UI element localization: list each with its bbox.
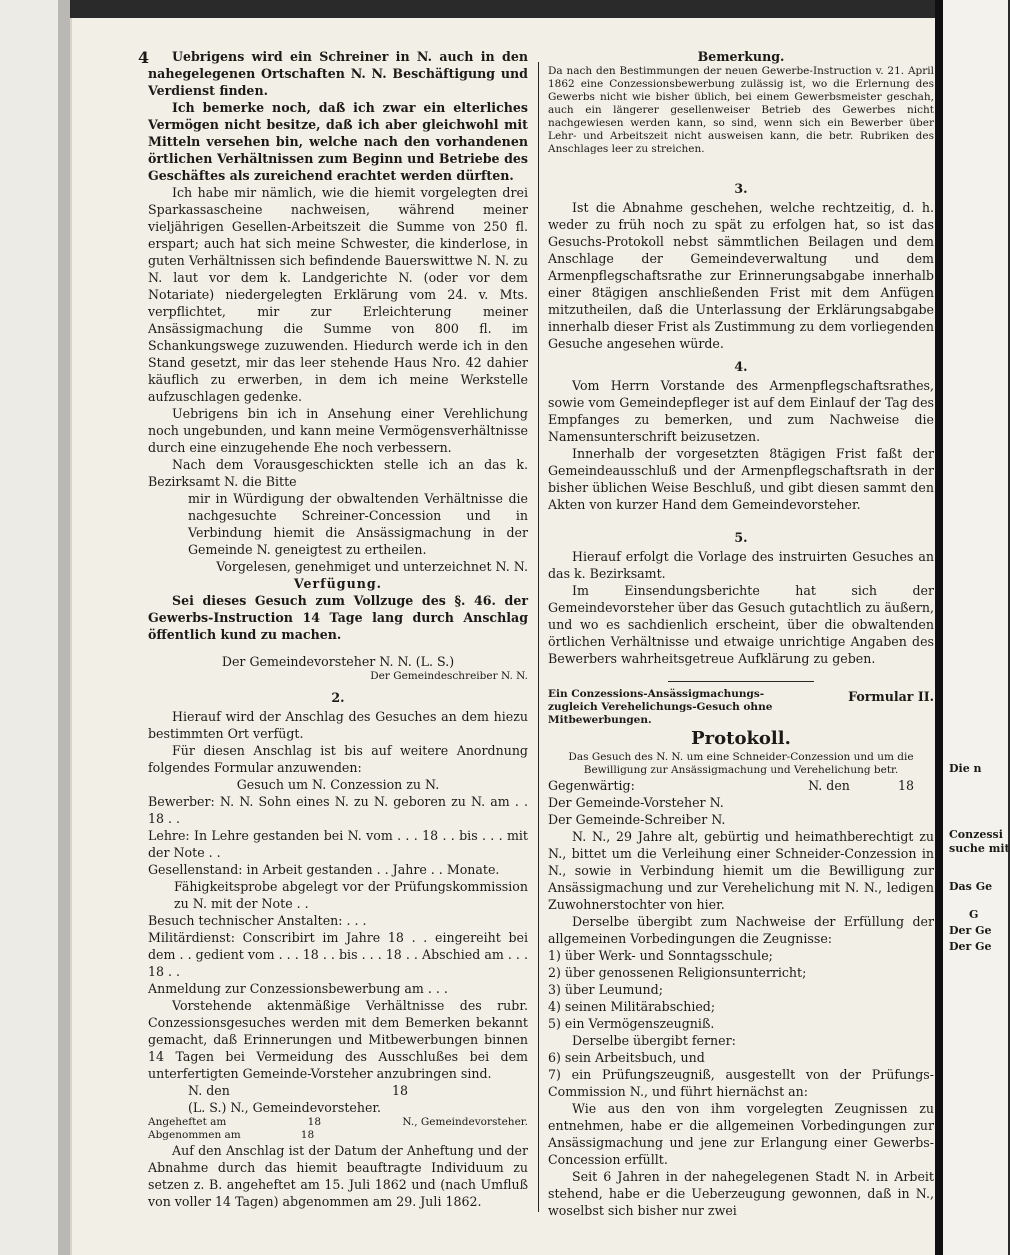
angeheftet-sign: N., Gemeindevorsteher. xyxy=(402,1116,528,1128)
left-paragraph-10: Auf den Anschlag ist der Datum der Anheftung und der Abnahme durch das hiemit beauftragte Individuum zu setzen z. B. angeheftet am 15. Juli 1862 und (nach Umfluß von voller 14 Tagen) abgenommen am 29. Juli 1862. xyxy=(148,1143,528,1209)
angeheftet-label: Angeheftet am xyxy=(148,1116,227,1128)
present-vorsteher: Der Gemeinde-Vorsteher N. xyxy=(548,795,724,810)
bemerkung-text: Da nach den Bestimmungen der neuen Gewerbe-Instruction v. 21. April 1862 eine Conzessionsbewerbung zulässig ist, wo die Erlernung des Gewerbs nicht wie bisher üblich, bei einem Gewerbsmeister geschah, auch ein längerer gesellenweiser Betrieb des Gewerbes nicht nachgewiesen werden kann, so sind, wenn sich ein Bewerber über Lehr- und Arbeitszeit nicht ausweisen kann, die betr. Rubriken des Anschlages leer zu streichen. xyxy=(548,65,934,155)
angeheftet-year: 18 xyxy=(307,1116,322,1128)
section-3-number: 3. xyxy=(734,181,748,196)
schreiber-signature: Der Gemeindeschreiber N. N. xyxy=(370,670,528,682)
protokoll-date-line xyxy=(548,777,934,794)
form-faehigkeitsprobe: Fähigkeitsprobe abgelegt vor der Prüfungskommission zu N. mit der Note . . xyxy=(174,879,528,911)
form-gesellenstand: Gesellenstand: in Arbeit gestanden . . Jahre . . Monate. xyxy=(148,862,500,877)
right-paragraph-6: Hierauf erfolgt die Vorlage des instruirten Gesuches an das k. Bezirksamt. xyxy=(548,549,934,581)
form-bewerber: Bewerber: N. N. Sohn eines N. zu N. geboren zu N. am . . 18 . . xyxy=(148,794,528,826)
form-militaerdienst: Militärdienst: Conscribirt im Jahre 18 . . eingereiht bei dem . . gedient vom . . . 18 . . bis . . . 18 . . Abschied am . . . 18 . . xyxy=(148,930,528,979)
right-column xyxy=(548,48,934,1219)
bemerkung-title: Bemerkung. xyxy=(697,49,785,64)
abgenommen-year: 18 xyxy=(300,1129,315,1141)
adjacent-page-strip xyxy=(935,0,1008,1255)
verfuegung-text: Sei dieses Gesuch zum Vollzuge des §. 46. der Gewerbs-Instruction 14 Tage lang durch Anschlag öffentlich kund zu machen. xyxy=(148,593,528,642)
right-paragraph-5: Innerhalb der vorgesetzten 8tägigen Frist faßt der Gemeindeausschluß und der Armenpflegschaftsrath in der bisher üblichen Weise Beschluß, und gibt diesen sammt den Akten von kurzer Hand dem Gemeindevorsteher. xyxy=(548,446,934,512)
form-notice: Vorstehende aktenmäßige Verhältnisse des rubr. Conzessionsgesuches werden mit dem Bemerken bekannt gemacht, daß Erinnerungen und Mitbewerbungen binnen 14 Tagen bei Vermeidung des Ausschlußes bei dem unterfertigten Gemeinde-Vorsteher anzubringen sind. xyxy=(148,998,528,1081)
left-paragraph-1: Uebrigens wird ein Schreiner in N. auch in den nahegelegenen Ortschaften N. N. Beschäftigung und Verdienst finden. xyxy=(148,49,528,98)
zeugnis-1: 1) über Werk- und Sonntagsschule; xyxy=(548,948,773,963)
protokoll-title: Protokoll. xyxy=(691,728,791,749)
formular-description: Ein Conzessions-Ansässigmachungs- zugleich Verehelichungs-Gesuch ohne Mitbewerbungen. xyxy=(548,688,773,726)
right-paragraph-8: N. N., 29 Jahre alt, gebürtig und heimathberechtigt zu N., bittet um die Verleihung einer Schneider-Conzession in N., sowie in Verbindung hiemit um die Bewilligung zur Ansässigmachung und zur Verehelichung mit N. N., ledigen Zuwohnerstochter von hier. xyxy=(548,829,934,912)
left-paragraph-5: Nach dem Vorausgeschickten stelle ich an das k. Bezirksamt N. die Bitte xyxy=(148,457,528,489)
strip-text-3: suche mit xyxy=(949,842,1010,855)
formular-number: Formular II. xyxy=(848,689,934,704)
zeugnis-5: 5) ein Vermögenszeugniß. xyxy=(548,1016,715,1031)
right-paragraph-4: Vom Herrn Vorstande des Armenpflegschaftsrathes, sowie vom Gemeindepfleger ist auf dem Einlauf der Tag des Empfanges zu bemerken, und zum Nachweise die Namensunterschrift beizusetzen. xyxy=(548,378,934,444)
verfuegung-title: Verfügung. xyxy=(293,576,383,591)
form-date-line xyxy=(148,1082,528,1099)
left-paragraph-3: Ich habe mir nämlich, wie die hiemit vorgelegten drei Sparkassascheine nachweisen, während meiner vieljährigen Gesellen-Arbeitszeit die Summe von 250 fl. erspart; auch hat sich meine Schwester, die kinderlose, in guten Verhältnissen sich befindende Bauerswittwe N. N. zu N. laut vor dem k. Landgerichte N. (oder vor dem Notariate) niedergelegten Erklärung vom 24. v. Mts. verpflichtet, mir zur Erleichterung meiner Ansässigmachung die Summe von 800 fl. im Schankungswege zuzuwenden. Hiedurch werde ich in den Stand gesetzt, mir das leer stehende Haus Nro. 42 dahier käuflich zu erwerben, in dem ich meine Werkstelle aufzuschlagen gedenke. xyxy=(148,185,528,404)
zeugnis-intro: Derselbe übergibt ferner: xyxy=(572,1033,736,1048)
zeugnis-7: 7) ein Prüfungszeugniß, ausgestellt von der Prüfungs-Commission N., und führt hiernächst an: xyxy=(548,1067,934,1099)
zeugnis-3: 3) über Leumund; xyxy=(548,982,663,997)
right-paragraph-7: Im Einsendungsberichte hat sich der Gemeindevorsteher über das Gesuch gutachtlich zu äußern, und wo es sachdienlich erscheint, über die obwaltenden örtlichen Verhältnisse und etwaige unrichtige Angaben des Bewerbers wahrheitsgetreue Aufklärung zu geben. xyxy=(548,583,934,666)
left-signature-line: Vorgelesen, genehmiget und unterzeichnet N. N. xyxy=(216,559,528,574)
zeugnis-6: 6) sein Arbeitsbuch, und xyxy=(548,1050,705,1065)
abgenommen-label: Abgenommen am xyxy=(148,1129,241,1141)
strip-text-4: Das Ge xyxy=(949,880,993,893)
right-paragraph-9: Derselbe übergibt zum Nachweise der Erfüllung der allgemeinen Vorbedingungen die Zeugnisse: xyxy=(548,914,934,946)
left-binding-edge xyxy=(0,0,70,1255)
form-lehre: Lehre: In Lehre gestanden bei N. vom . . . 18 . . bis . . . mit der Note . . xyxy=(148,828,528,860)
abgenommen-line xyxy=(148,1129,528,1142)
protokoll-year: 18 xyxy=(897,778,914,793)
gegenwaertig-label: Gegenwärtig: xyxy=(548,778,635,793)
angeheftet-line xyxy=(148,1116,528,1129)
right-paragraph-3: Ist die Abnahme geschehen, welche rechtzeitig, d. h. weder zu früh noch zu spät zu erfolgen hat, so ist das Gesuchs-Protokoll nebst sämmtlichen Beilagen und dem Anschlage der Gemeindeverwaltung und dem Armenpflegschaftsrathe zur Erinnerungsabgabe innerhalb einer 8tägigen anschließenden Frist mit dem Anfügen mitzutheilen, daß die Unterlassung der Erklärungsabgabe innerhalb dieser Frist als Zustimmung zu dem vorliegenden Gesuche angesehen würde. xyxy=(548,200,934,351)
page-number: 4 xyxy=(138,48,150,67)
protokoll-place: N. den xyxy=(808,778,850,793)
section-2-number: 2. xyxy=(331,690,345,705)
form-anmeldung: Anmeldung zur Conzessionsbewerbung am . . . xyxy=(148,981,448,996)
form-title: Gesuch um N. Conzession zu N. xyxy=(236,777,440,792)
left-petition: mir in Würdigung der obwaltenden Verhältnisse die nachgesuchte Schreiner-Concession und in Verbindung hiemit die Ansässigmachung in der Gemeinde N. geneigtest zu ertheilen. xyxy=(188,491,528,557)
left-paragraph-4: Uebrigens bin ich in Ansehung einer Verehlichung noch ungebunden, und kann meine Vermögensverhältnisse durch eine einzugehende Ehe noch verbessern. xyxy=(148,406,528,455)
form-besuch: Besuch technischer Anstalten: . . . xyxy=(148,913,367,928)
right-paragraph-10: Wie aus den von ihm vorgelegten Zeugnissen zu entnehmen, habe er die allgemeinen Vorbedingungen zur Ansässigmachung und jene zur Erlangung einer Gewerbs-Concession erfüllt. xyxy=(548,1101,934,1167)
section-5-number: 5. xyxy=(734,530,748,545)
left-paragraph-8: Hierauf wird der Anschlag des Gesuches an dem hiezu bestimmten Ort verfügt. xyxy=(148,709,528,741)
right-paragraph-11: Seit 6 Jahren in der nahegelegenen Stadt N. in Arbeit stehend, habe er die Ueberzeugung gewonnen, daß in N., woselbst sich bisher nur zwei xyxy=(548,1169,934,1218)
strip-text-7: Der Ge xyxy=(949,940,992,953)
zeugnis-4: 4) seinen Militärabschied; xyxy=(548,999,716,1014)
strip-text-1: Die n xyxy=(949,762,982,775)
left-paragraph-9: Für diesen Anschlag ist bis auf weitere Anordnung folgendes Formular anzuwenden: xyxy=(148,743,528,775)
section-4-number: 4. xyxy=(734,359,748,374)
column-divider xyxy=(538,62,539,1212)
binding-shadow xyxy=(58,0,70,1255)
form-date-year: 18 xyxy=(391,1083,408,1098)
left-paragraph-2: Ich bemerke noch, daß ich zwar ein elterliches Vermögen nicht besitze, daß ich aber gleichwohl mit Mitteln versehen bin, welche nach den vorhandenen örtlichen Verhältnissen zum Beginn und Betriebe des Geschäftes als zureichend erachtet werden dürften. xyxy=(148,100,528,183)
strip-text-6: Der Ge xyxy=(949,924,992,937)
strip-text-2: Conzessi xyxy=(949,828,1003,841)
form-seal-line: (L. S.) N., Gemeindevorsteher. xyxy=(188,1100,382,1115)
protokoll-subject: Das Gesuch des N. N. um eine Schneider-Conzession und um die Bewilligung zur Ansässigmachung und Verehelichung betr. xyxy=(568,751,914,776)
zeugnis-2: 2) über genossenen Religionsunterricht; xyxy=(548,965,807,980)
strip-text-5: G xyxy=(969,908,979,921)
vorsteher-signature: Der Gemeindevorsteher N. N. (L. S.) xyxy=(221,654,455,669)
left-column xyxy=(148,48,528,1210)
present-schreiber: Der Gemeinde-Schreiber N. xyxy=(548,812,726,827)
form-date-label: N. den xyxy=(188,1083,230,1098)
formular-header xyxy=(548,688,934,727)
